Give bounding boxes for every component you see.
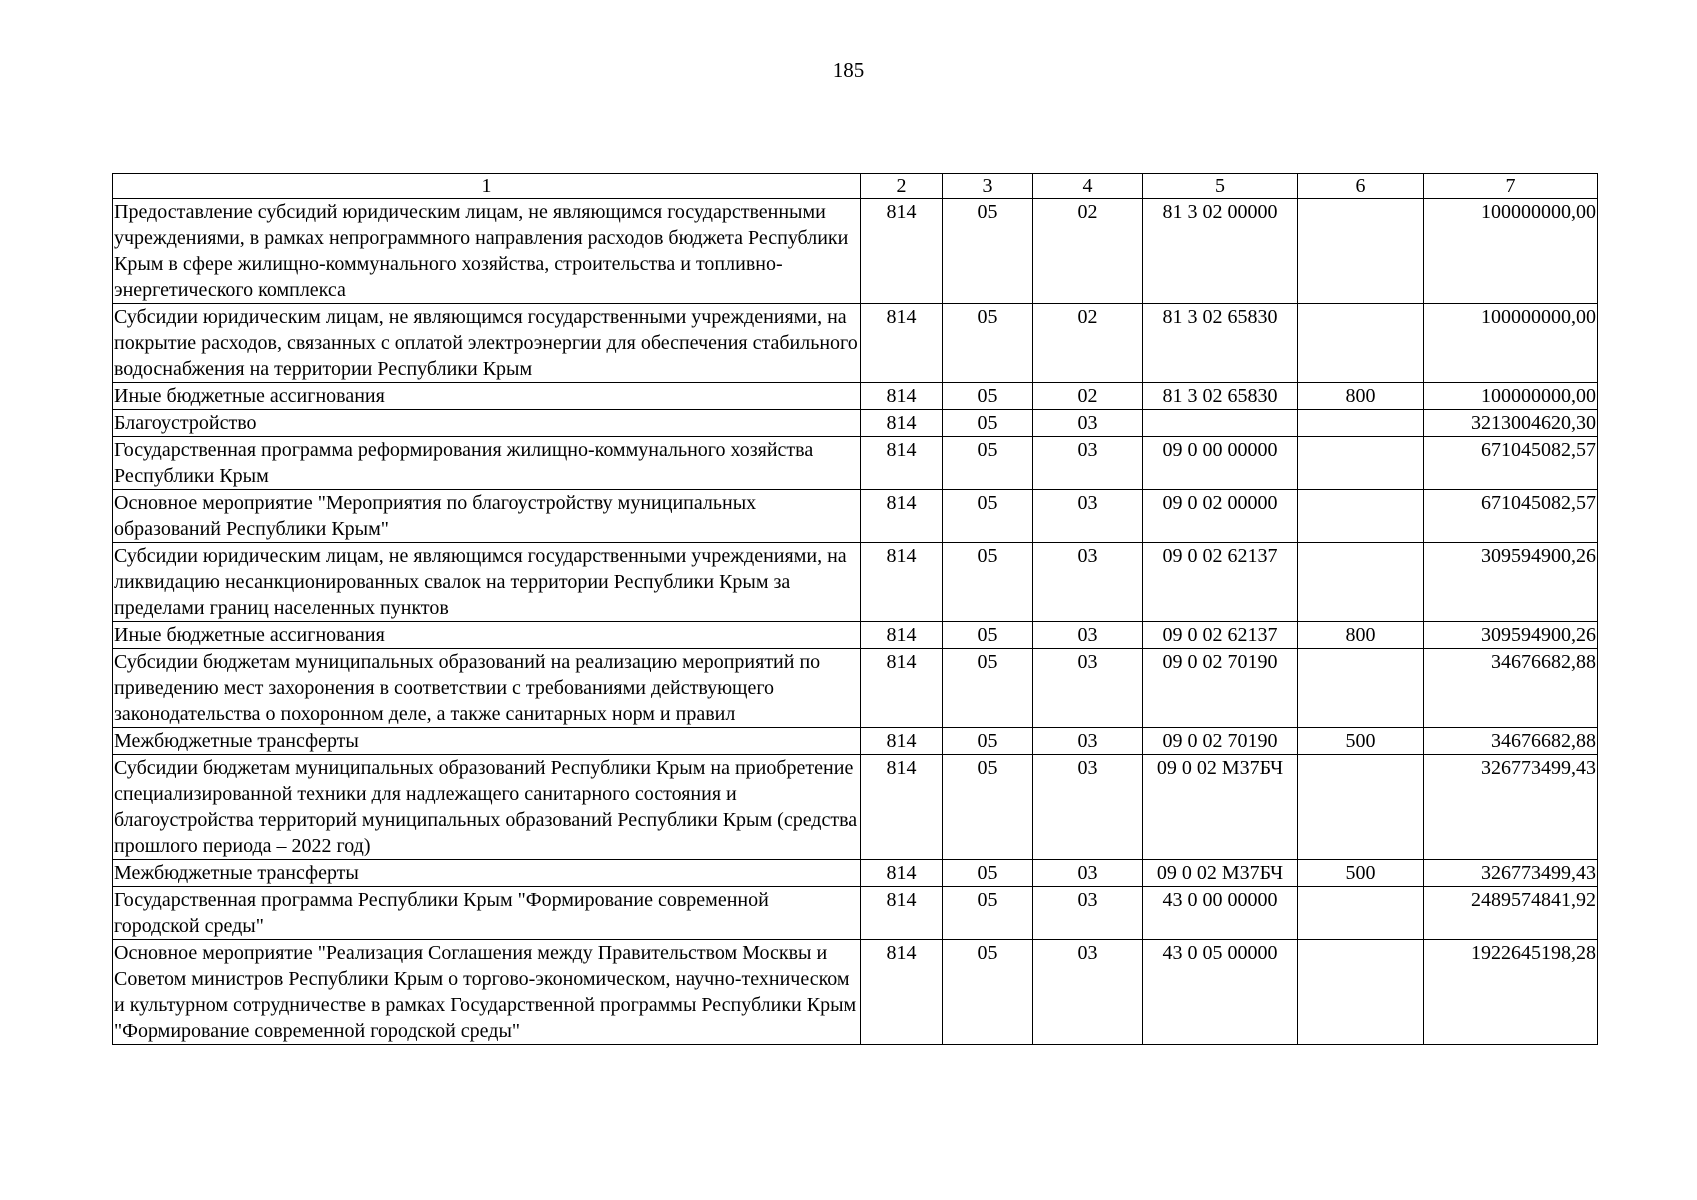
amount-cell: 100000000,00	[1424, 383, 1598, 410]
section-code-cell: 05	[943, 199, 1033, 304]
table-row	[113, 437, 1598, 490]
section-code-cell: 05	[943, 543, 1033, 622]
table-row	[113, 755, 1598, 860]
subsection-code-cell: 03	[1033, 728, 1143, 755]
subsection-code-cell: 03	[1033, 860, 1143, 887]
amount-cell: 671045082,57	[1424, 490, 1598, 543]
ministry-code-cell: 814	[861, 410, 943, 437]
table-row	[113, 649, 1598, 728]
table-row	[113, 383, 1598, 410]
target-article-cell: 09 0 02 М37БЧ	[1143, 755, 1298, 860]
expense-type-cell	[1298, 543, 1424, 622]
target-article-cell: 09 0 02 М37БЧ	[1143, 860, 1298, 887]
amount-cell: 1922645198,28	[1424, 940, 1598, 1045]
ministry-code-cell: 814	[861, 755, 943, 860]
expense-type-cell	[1298, 649, 1424, 728]
subsection-code-cell: 02	[1033, 304, 1143, 383]
ministry-code-cell: 814	[861, 887, 943, 940]
table-row	[113, 543, 1598, 622]
ministry-code-cell: 814	[861, 543, 943, 622]
header-cell-5: 5	[1143, 174, 1298, 199]
amount-cell: 309594900,26	[1424, 543, 1598, 622]
target-article-cell: 09 0 02 70190	[1143, 728, 1298, 755]
header-cell-2: 2	[861, 174, 943, 199]
row-name-cell: Субсидии бюджетам муниципальных образований на реализацию мероприятий по приведению мест захоронения в соответствии с требованиями действующего законодательства о похоронном деле, а также санитарных норм и правил	[113, 649, 861, 728]
row-name-cell: Основное мероприятие "Реализация Соглашения между Правительством Москвы и Советом министров Республики Крым о торгово-экономическом, научно-техническом и культурном сотрудничестве в рамках Государственной программы Республики Крым "Формирование современной городской среды"	[113, 940, 861, 1045]
row-name-cell: Предоставление субсидий юридическим лицам, не являющимся государственными учреждениями, в рамках непрограммного направления расходов бюджета Республики Крым в сфере жилищно-коммунального хозяйства, строительства и топливно-энергетического комплекса	[113, 199, 861, 304]
subsection-code-cell: 03	[1033, 755, 1143, 860]
expense-type-cell	[1298, 490, 1424, 543]
amount-cell: 326773499,43	[1424, 860, 1598, 887]
subsection-code-cell: 02	[1033, 383, 1143, 410]
row-name-cell: Основное мероприятие "Мероприятия по благоустройству муниципальных образований Республики Крым"	[113, 490, 861, 543]
expense-type-cell	[1298, 437, 1424, 490]
section-code-cell: 05	[943, 649, 1033, 728]
row-name-cell: Иные бюджетные ассигнования	[113, 383, 861, 410]
section-code-cell: 05	[943, 490, 1033, 543]
amount-cell: 34676682,88	[1424, 649, 1598, 728]
table-row	[113, 490, 1598, 543]
subsection-code-cell: 03	[1033, 410, 1143, 437]
table-row	[113, 410, 1598, 437]
ministry-code-cell: 814	[861, 383, 943, 410]
amount-cell: 2489574841,92	[1424, 887, 1598, 940]
table-row	[113, 940, 1598, 1045]
target-article-cell: 09 0 02 70190	[1143, 649, 1298, 728]
section-code-cell: 05	[943, 755, 1033, 860]
amount-cell: 100000000,00	[1424, 199, 1598, 304]
ministry-code-cell: 814	[861, 437, 943, 490]
budget-table	[112, 173, 1598, 1045]
expense-type-cell: 800	[1298, 622, 1424, 649]
subsection-code-cell: 02	[1033, 199, 1143, 304]
subsection-code-cell: 03	[1033, 543, 1143, 622]
header-cell-3: 3	[943, 174, 1033, 199]
expense-type-cell	[1298, 199, 1424, 304]
ministry-code-cell: 814	[861, 860, 943, 887]
subsection-code-cell: 03	[1033, 940, 1143, 1045]
header-cell-4: 4	[1033, 174, 1143, 199]
target-article-cell: 09 0 00 00000	[1143, 437, 1298, 490]
target-article-cell: 09 0 02 62137	[1143, 622, 1298, 649]
expense-type-cell: 800	[1298, 383, 1424, 410]
target-article-cell: 09 0 02 00000	[1143, 490, 1298, 543]
row-name-cell: Межбюджетные трансферты	[113, 860, 861, 887]
section-code-cell: 05	[943, 940, 1033, 1045]
table-row	[113, 728, 1598, 755]
page-number: 185	[832, 58, 865, 82]
target-article-cell: 43 0 00 00000	[1143, 887, 1298, 940]
row-name-cell: Благоустройство	[113, 410, 861, 437]
expense-type-cell	[1298, 940, 1424, 1045]
expense-type-cell	[1298, 304, 1424, 383]
amount-cell: 309594900,26	[1424, 622, 1598, 649]
row-name-cell: Государственная программа реформирования жилищно-коммунального хозяйства Республики Крым	[113, 437, 861, 490]
amount-cell: 3213004620,30	[1424, 410, 1598, 437]
ministry-code-cell: 814	[861, 490, 943, 543]
amount-cell: 34676682,88	[1424, 728, 1598, 755]
amount-cell: 326773499,43	[1424, 755, 1598, 860]
target-article-cell: 81 3 02 65830	[1143, 383, 1298, 410]
subsection-code-cell: 03	[1033, 490, 1143, 543]
row-name-cell: Субсидии юридическим лицам, не являющимся государственными учреждениями, на ликвидацию несанкционированных свалок на территории Республики Крым за пределами границ населенных пунктов	[113, 543, 861, 622]
subsection-code-cell: 03	[1033, 649, 1143, 728]
section-code-cell: 05	[943, 304, 1033, 383]
section-code-cell: 05	[943, 622, 1033, 649]
amount-cell: 671045082,57	[1424, 437, 1598, 490]
section-code-cell: 05	[943, 437, 1033, 490]
amount-cell: 100000000,00	[1424, 304, 1598, 383]
table-row	[113, 199, 1598, 304]
subsection-code-cell: 03	[1033, 887, 1143, 940]
table-row	[113, 304, 1598, 383]
expense-type-cell: 500	[1298, 728, 1424, 755]
row-name-cell: Иные бюджетные ассигнования	[113, 622, 861, 649]
section-code-cell: 05	[943, 728, 1033, 755]
target-article-cell: 43 0 05 00000	[1143, 940, 1298, 1045]
table-row	[113, 887, 1598, 940]
expense-type-cell	[1298, 887, 1424, 940]
header-cell-1: 1	[113, 174, 861, 199]
expense-type-cell: 500	[1298, 860, 1424, 887]
ministry-code-cell: 814	[861, 304, 943, 383]
target-article-cell: 81 3 02 65830	[1143, 304, 1298, 383]
expense-type-cell	[1298, 755, 1424, 860]
target-article-cell: 81 3 02 00000	[1143, 199, 1298, 304]
target-article-cell	[1143, 410, 1298, 437]
ministry-code-cell: 814	[861, 940, 943, 1045]
section-code-cell: 05	[943, 410, 1033, 437]
header-cell-6: 6	[1298, 174, 1424, 199]
table-row	[113, 622, 1598, 649]
row-name-cell: Субсидии бюджетам муниципальных образований Республики Крым на приобретение специализированной техники для надлежащего санитарного состояния и благоустройства территорий муниципальных образований Республики Крым (средства прошлого периода – 2022 год)	[113, 755, 861, 860]
section-code-cell: 05	[943, 887, 1033, 940]
ministry-code-cell: 814	[861, 649, 943, 728]
table-row	[113, 860, 1598, 887]
section-code-cell: 05	[943, 383, 1033, 410]
row-name-cell: Субсидии юридическим лицам, не являющимся государственными учреждениями, на покрытие расходов, связанных с оплатой электроэнергии для обеспечения стабильного водоснабжения на территории Республики Крым	[113, 304, 861, 383]
subsection-code-cell: 03	[1033, 437, 1143, 490]
row-name-cell: Государственная программа Республики Крым "Формирование современной городской среды"	[113, 887, 861, 940]
section-code-cell: 05	[943, 860, 1033, 887]
table-body	[113, 199, 1598, 1045]
expense-type-cell	[1298, 410, 1424, 437]
ministry-code-cell: 814	[861, 728, 943, 755]
subsection-code-cell: 03	[1033, 622, 1143, 649]
ministry-code-cell: 814	[861, 199, 943, 304]
ministry-code-cell: 814	[861, 622, 943, 649]
header-cell-7: 7	[1424, 174, 1598, 199]
row-name-cell: Межбюджетные трансферты	[113, 728, 861, 755]
target-article-cell: 09 0 02 62137	[1143, 543, 1298, 622]
header-row	[113, 174, 1598, 199]
